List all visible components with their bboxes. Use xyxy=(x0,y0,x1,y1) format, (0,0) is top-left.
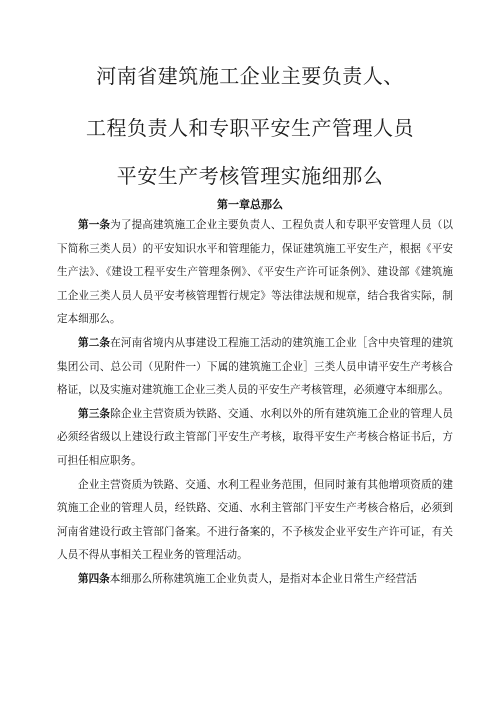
document-title-line-1: 河南省建筑施工企业主要负责人、 xyxy=(96,64,404,88)
article-number: 第三条 xyxy=(78,407,111,420)
article-number: 第四条 xyxy=(78,572,110,585)
document-title-line-3: 平安生产考核管理实施细那么 xyxy=(116,164,384,188)
article-text: 在河南省境内从事建设工程施工活动的建筑施工企业［含中央管理的建筑集团公司、总公司（见附件一）下属的建筑施工企业］三类人员申请平安生产考核合格证，以及实施对建筑施工企业三类人员的平安生产考核管理，必须遵守本细那么。 xyxy=(57,336,453,397)
paragraph-article-3 xyxy=(57,403,453,474)
article-number: 第一条 xyxy=(78,219,111,231)
paragraph-article-2 xyxy=(57,332,453,403)
paragraph-article-4 xyxy=(57,568,453,592)
chapter-heading: 第一章总那么 xyxy=(217,198,283,211)
document-body xyxy=(57,214,453,592)
document-title-line-2: 工程负责人和专职平安生产管理人员 xyxy=(86,116,414,140)
paragraph-article-1 xyxy=(57,214,453,332)
article-number: 第二条 xyxy=(78,336,111,349)
paragraph-article-3-continued xyxy=(57,474,453,568)
article-text: 除企业主营资质为铁路、交通、水利以外的所有建筑施工企业的管理人员必须经省级以上建设行政主管部门平安生产考核，取得平安生产考核合格证书后，方可担任相应职务。 xyxy=(57,407,453,467)
article-text: 本细那么所称建筑施工企业负责人，是指对本企业日常生产经营活 xyxy=(109,572,417,585)
article-text: 企业主营资质为铁路、交通、水利工程业务范围，但同时兼有其他增项资质的建筑施工企业的管理人员，经铁路、交通、水利主管部门平安生产考核合格后，必须到河南省建设行政主管部门备案。不进行备案的，不予核发企业平安生产许可证，有关人员不得从事相关工程业务的管理活动。 xyxy=(57,478,453,562)
article-text: 为了提高建筑施工企业主要负责人、工程负责人和专职平安管理人员（以下简称三类人员）的平安知识水平和管理能力，保证建筑施工平安生产，根据《平安生产法》、《建设工程平安生产管理条例》、《平安生产许可证条例》、建设部《建筑施工企业三类人员人员平安考核管理暂行规定》等法律法规和规章，结合我省实际，制定本细那么。 xyxy=(57,219,453,326)
